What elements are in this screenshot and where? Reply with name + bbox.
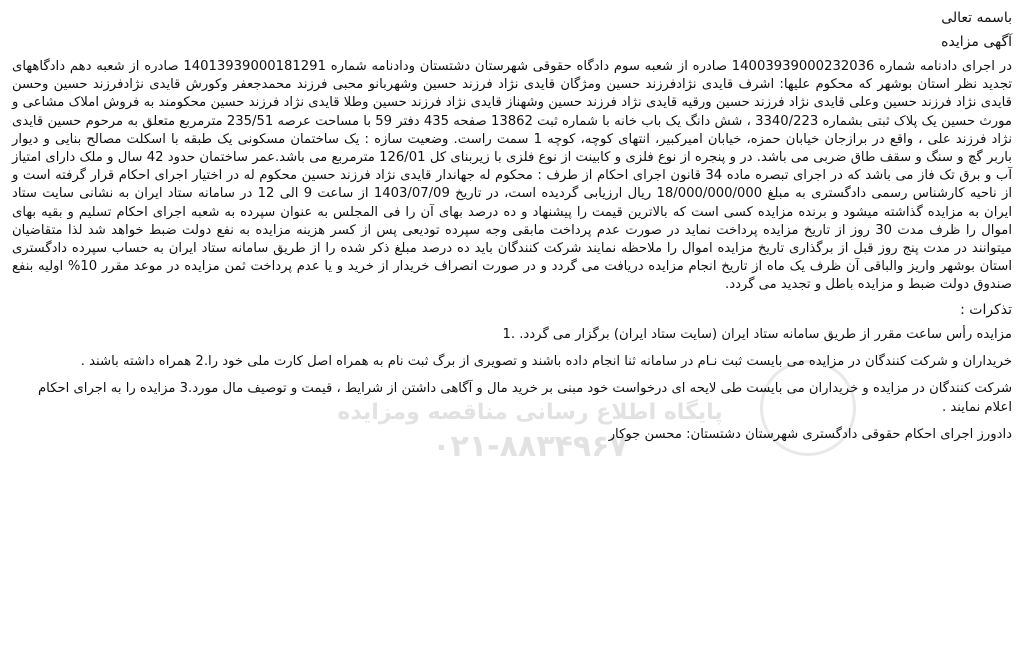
document-title: آگهی مزایده [941,34,1012,50]
note-item: مزایده رأس ساعت مقرر از طریق سامانه ستاد ایران (سایت ستاد ایران) برگزار می گردد. .1 [502,326,1012,342]
note-item: خریداران و شرکت کنندگان در مزایده می بایست ثبت نـام در سامانه ثنا انجام داده باشند و تصویری از برگ ثبت نام به همراه اصل کارت ملی خود را.2 همراه داشته باشند . [80,353,1012,369]
watermark-text: پایگاه اطلاع رسانی مناقصه ومزایده [337,400,723,425]
signature-line: دادورز اجرای احکام حقوقی دادگستری شهرستان دشتستان: محسن جوکار [608,426,1012,442]
watermark-phone: ۰۲۱-۸۸۳۴۹۶۷ [432,429,628,464]
auction-body-text: در اجرای دادنامه شماره 14003939000232036 صادره از شعبه سوم دادگاه حقوقی شهرستان دشتستان ودادنامه شماره 14013939000181291 صادره از شعبه دهم دادگاههای تجدید نظر استان بوشهر که محکوم علیها: اشرف قایدی نژادفرزند حسین ومژگان قایدی نژاد فرزند حسین وشهربانو محبی فرزند محمدجعفر وکورش قایدی نژادفرزند حسین وحسن قایدی نژاد فرزند حسین وعلی قایدی نژاد فرزند حسین ورقیه قایدی نژاد فرزند حسین وشهناز قایدی نژاد فرزند حسین وطلا قایدی نژاد فرزند حسین محکومند به فروش املاک مشاعی و مورث حسین یک پلاک ثبتی بشماره 3340/223 ، شش دانگ یک باب خانه با شماره ثبت 13862 صفحه 435 دفتر 59 با مساحت عرصه 235/51 مترمربع متعلق به مرحوم حسین قایدی نژاد فرزند علی ، واقع در برازجان خیابان حمزه، خیابان امیرکبیر، انتهای کوچه، کوچه 1 سمت راست. وضعیت سازه : یک ساختمان مسکونی یک طبقه با اسکلت مصالح بنایی و دیوار باربر گچ و سنگ و سقف طاق ضربی می باشد. در و پنجره از نوع فلزی و کابینت از نوع فلزی با زیربنای کل 126/01 مترمربع می باشد.عمر ساختمان حدود 42 سال و ملک دارای امتیاز آب و برق تک فاز می باشد که در اجرای تبصره ماده 34 قانون اجرای احکام از طرف : محکوم له جهاندار قایدی نژاد فرزند حسین محکوم له در اختیار اجرای احکام قرار گرفته است و از ناحیه کارشناس رسمی دادگستری به مبلغ 18/000/000/000 ریال ارزیابی گردیده است، در تاریخ 1403/07/09 از ساعت 9 الی 12 در سامانه ستاد ایران به نشانی سایت ستاد ایران به مزایده گذاشته میشود و برنده مزایده کسی است که بالاترین قیمت را پیشنهاد و ده درصد بهای آن را فی المجلس به عنوان سپرده به شعبه اجرای احکام تسلیم و بقیه بهای اموال را ظرف مدت 30 روز از تاریخ مزایده پرداخت نماید در صورت عدم پرداخت مابقی وجه سپرده تودیعی پس از کسر هزینه مزایده به نفع دولت ضبط خواهد شد لذا متقاضیان میتوانند در مدت پنج روز قبل از برگذاری تاریخ مزایده اموال را ملاحظه نمایند شرکت کنندگان باید ده درصد مبلغ ذکر شده را از طریق سامانه ستاد ایران به حساب سپرده دادگستری استان بوشهر واریز والباقی آن ظرف یک ماه از تاریخ انجام مزایده دریافت می گردد و در صورت انصراف خریدار از خرید و یا عدم پرداخت ثمن مزایده در موعد مقرر 10% اولیه بنفع صندوق دولت ضبط و مزایده باطل و تجدید می گردد. [12,59,1013,293]
document-content [12,6,1012,445]
salutation: باسمه تعالی [941,10,1012,26]
notes-title: تذکرات : [960,301,1012,318]
note-item: شرکت کنندگان در مزایده و خریداران می بایست طی لایحه ای درخواست خود مبنی بر خرید مال و آگاهی داشتن از شرایط ، قیمت و توصیف مال مورد.3 مزایده را به اجرای احکام اعلام نمایند . [38,380,1012,415]
